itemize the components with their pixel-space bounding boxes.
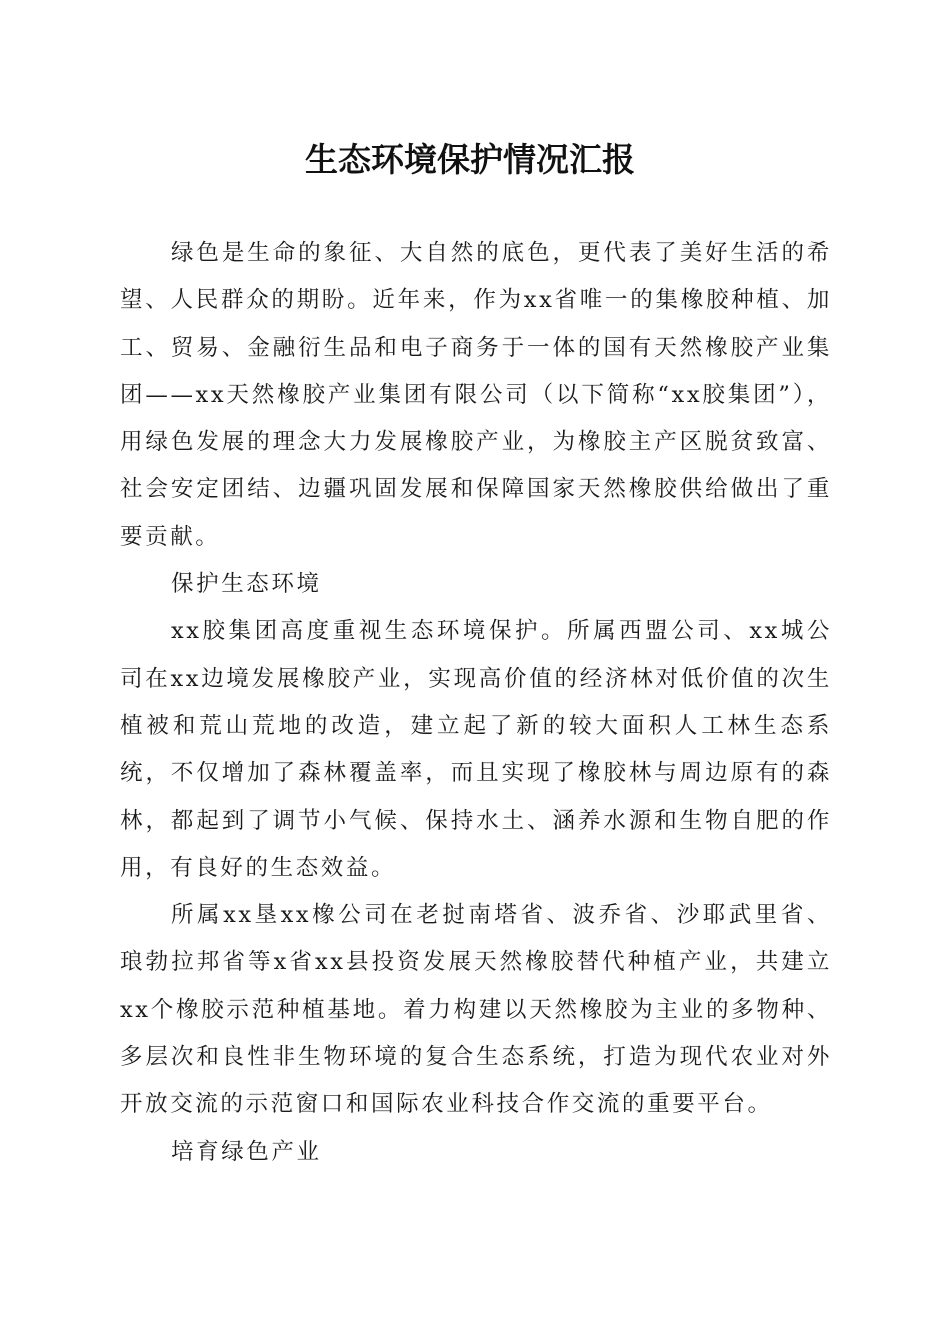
paragraph-intro: 绿色是生命的象征、大自然的底色，更代表了美好生活的希望、人民群众的期盼。近年来，作为xx省唯一的集橡胶种植、加工、贸易、金融衍生品和电子商务于一体的国有天然橡胶产业集团——xx天然橡胶产业集团有限公司（以下简称“xx胶集团”），用绿色发展的理念大力发展橡胶产业，为橡胶主产区脱贫致富、社会安定团结、边疆巩固发展和保障国家天然橡胶供给做出了重要贡献。 — [120, 240, 832, 550]
document-title: 生态环境保护情况汇报 — [305, 140, 635, 179]
section-heading-protect-environment: 保护生态环境 — [171, 571, 322, 598]
document-body — [120, 230, 832, 1176]
paragraph-protection: xx胶集团高度重视生态环境保护。所属西盟公司、xx城公司在xx边境发展橡胶产业，实现高价值的经济林对低价值的次生植被和荒山荒地的改造，建立起了新的较大面积人工林生态系统，不仅增加了森林覆盖率，而且实现了橡胶林与周边原有的森林，都起到了调节小气候、保持水土、涵养水源和生物自肥的作用，有良好的生态效益。 — [120, 618, 832, 881]
section-heading-green-industry: 培育绿色产业 — [171, 1138, 322, 1165]
paragraph-laos-planting: 所属xx垦xx橡公司在老挝南塔省、波乔省、沙耶武里省、琅勃拉邦省等x省xx县投资发展天然橡胶替代种植产业，共建立xx个橡胶示范种植基地。着力构建以天然橡胶为主业的多物种、多层次和良性非生物环境的复合生态系统，打造为现代农业对外开放交流的示范窗口和国际农业科技合作交流的重要平台。 — [120, 902, 832, 1118]
